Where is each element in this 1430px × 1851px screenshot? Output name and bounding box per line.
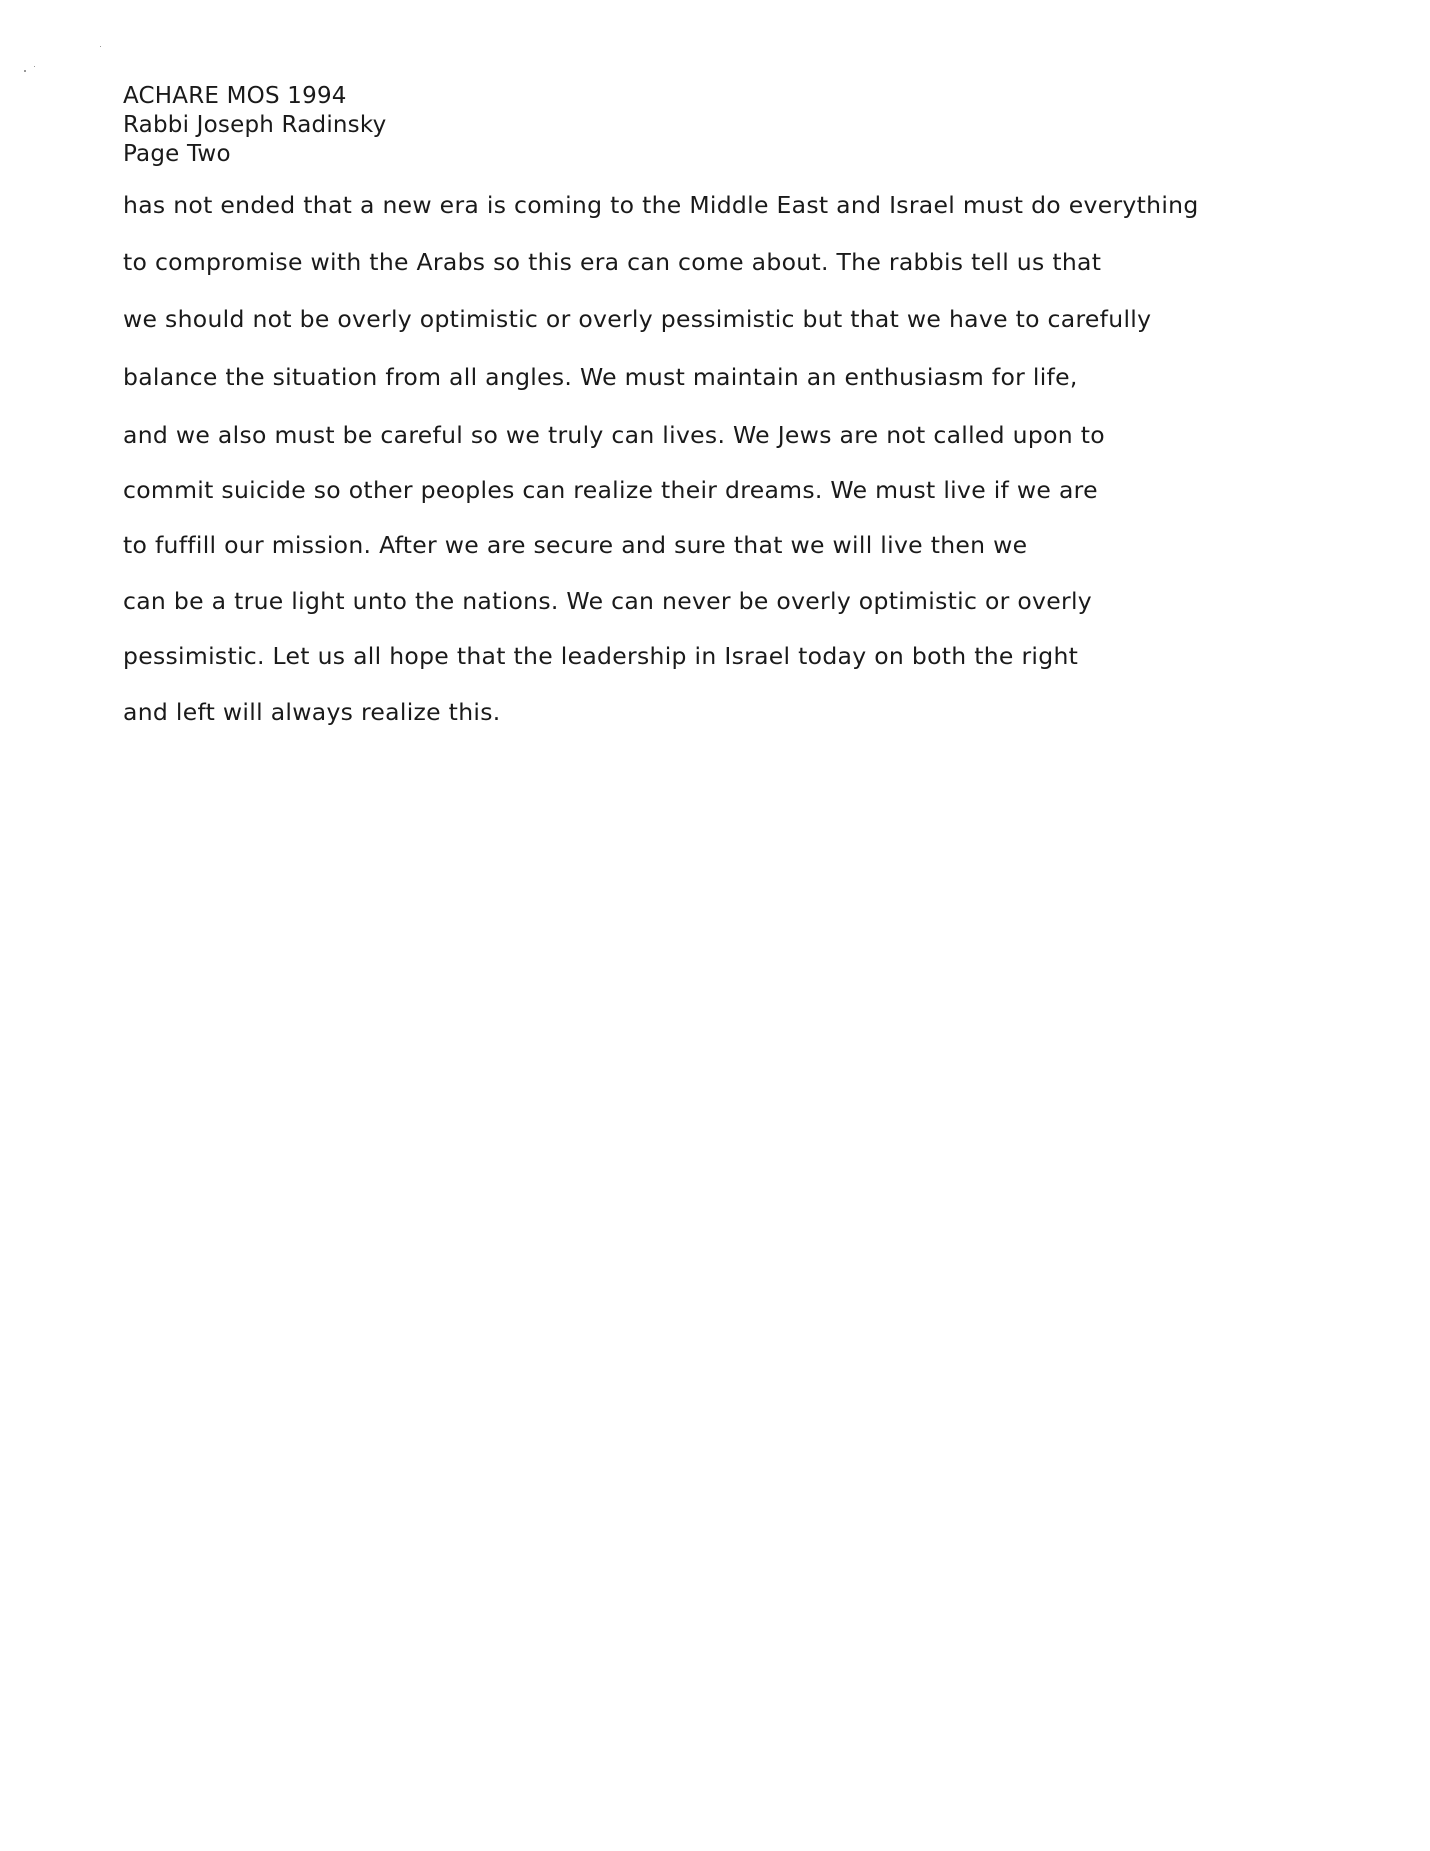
header-author: Rabbi Joseph Radinsky [123, 112, 387, 138]
body-line: commit suicide so other peoples can realize their dreams. We must live if we are [123, 476, 1098, 504]
body-line: can be a true light unto the nations. We can never be overly optimistic or overly [123, 587, 1092, 615]
body-line: has not ended that a new era is coming to the Middle East and Israel must do everything [123, 191, 1199, 219]
body-line: balance the situation from all angles. We must maintain an enthusiasm for life, [123, 363, 1078, 391]
scan-speck [24, 70, 26, 72]
body-line: we should not be overly optimistic or overly pessimistic but that we have to carefully [123, 305, 1152, 333]
document-header [123, 82, 823, 169]
body-line: and left will always realize this. [123, 698, 501, 726]
body-line: to compromise with the Arabs so this era can come about. The rabbis tell us that [123, 248, 1102, 276]
body-line: pessimistic. Let us all hope that the leadership in Israel today on both the right [123, 642, 1079, 670]
header-page-label: Page Two [123, 141, 231, 167]
body-line: to fuffill our mission. After we are secure and sure that we will live then we [123, 531, 1028, 559]
scan-speck [34, 66, 35, 67]
scan-speck [100, 46, 101, 47]
header-title: ACHARE MOS 1994 [123, 83, 347, 109]
body-line: and we also must be careful so we truly can lives. We Jews are not called upon to [123, 421, 1105, 449]
